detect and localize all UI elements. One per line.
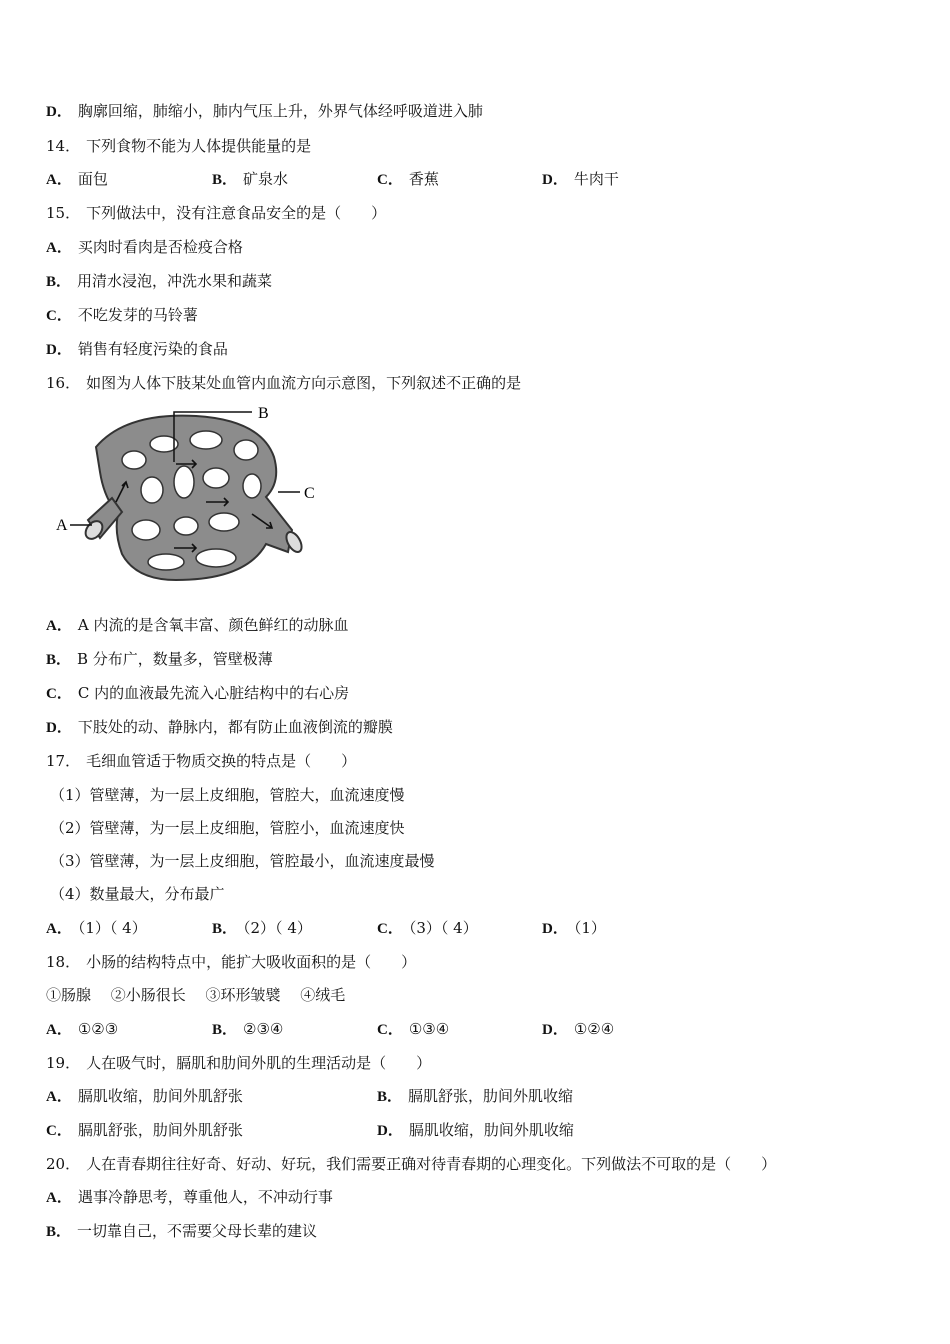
q18-option-b [212, 1019, 283, 1040]
question-stem: 下列食物不能为人体提供能量的是 [86, 137, 312, 155]
question-stem: 如图为人体下肢某处血管内血流方向示意图，下列叙述不正确的是 [86, 374, 522, 392]
option-letter: A． [46, 1190, 72, 1206]
option-text: 膈肌收缩，肋间外肌收缩 [408, 1121, 574, 1139]
tissue-space [203, 468, 229, 488]
option-text: 面包 [77, 170, 108, 188]
option-text: ①②④ [573, 1020, 615, 1038]
q14-option-c [377, 169, 439, 190]
option-letter: D． [377, 1123, 403, 1139]
tissue-space [122, 451, 146, 469]
tissue-space [190, 431, 222, 449]
option-letter: A． [46, 1089, 72, 1105]
figure-label-a: A [56, 517, 68, 534]
option-text: （1） [573, 919, 606, 937]
question-stem: 人在吸气时，膈肌和肋间外肌的生理活动是（ ） [86, 1054, 432, 1072]
q14-option-d [542, 169, 619, 190]
q20-option-b [46, 1221, 317, 1242]
option-text: 膈肌舒张，肋间外肌舒张 [77, 1121, 243, 1139]
option-letter: B． [46, 1224, 72, 1240]
question-stem: 小肠的结构特点中，能扩大吸收面积的是（ ） [86, 953, 417, 971]
capillary-network-figure [56, 402, 336, 592]
option-letter: D． [46, 720, 72, 736]
q16-option-c [46, 683, 349, 704]
option-text: 遇事冷静思考，尊重他人，不冲动行事 [77, 1188, 333, 1206]
option-letter: D． [542, 1022, 568, 1038]
option-text: 胸廓回缩，肺缩小，肺内气压上升，外界气体经呼吸道进入肺 [77, 102, 483, 120]
q18-option-c [377, 1019, 449, 1040]
q19-option-c [46, 1120, 243, 1141]
q17-option-a [46, 918, 147, 939]
option-letter: D． [542, 172, 568, 188]
tissue-space [132, 520, 160, 540]
tissue-space [141, 477, 163, 503]
figure-label-c: C [304, 485, 315, 502]
option-text: （1）（ 4） [77, 919, 147, 937]
q18-stem [46, 952, 416, 972]
q16-option-a [46, 615, 348, 636]
tissue-space [148, 554, 184, 570]
option-text: 香蕉 [408, 170, 439, 188]
q15-option-d [46, 339, 228, 360]
q17-statement: （1）管壁薄，为一层上皮细胞，管腔大，血流速度慢 [50, 786, 405, 804]
q16-option-b [46, 649, 273, 670]
option-letter: D． [46, 342, 72, 358]
q18-option-d [542, 1019, 614, 1040]
q15-stem [46, 203, 386, 223]
option-text: 销售有轻度污染的食品 [77, 340, 228, 358]
figure-label-b: B [258, 405, 269, 422]
option-text: 买肉时看肉是否检疫合格 [77, 238, 243, 256]
option-text: 用清水浸泡，冲洗水果和蔬菜 [77, 272, 273, 290]
option-text: C 内的血液最先流入心脏结构中的右心房 [77, 684, 350, 702]
option-text: A 内流的是含氧丰富、颜色鲜红的动脉血 [77, 616, 349, 634]
tissue-space [209, 513, 239, 531]
question-stem: 毛细血管适于物质交换的特点是（ ） [86, 752, 357, 770]
q18-items: ①肠腺 ②小肠很长 ③环形皱襞 ④绒毛 [46, 986, 346, 1004]
q17-stem [46, 751, 356, 771]
option-letter: B． [212, 1022, 238, 1038]
option-text: 牛肉干 [573, 170, 619, 188]
option-text: 膈肌舒张，肋间外肌收缩 [408, 1087, 574, 1105]
option-letter: C． [46, 686, 72, 702]
question-number: 15． [46, 204, 81, 222]
q19-stem [46, 1053, 431, 1073]
q15-option-b [46, 271, 272, 292]
option-letter: C． [377, 172, 403, 188]
tissue-space [234, 440, 258, 460]
question-number: 14． [46, 137, 81, 155]
q17-statement: （4）数量最大，分布最广 [50, 885, 225, 903]
q20-option-a [46, 1187, 333, 1208]
tissue-space [196, 549, 236, 567]
q18-option-a [46, 1019, 118, 1040]
tissue-space [174, 466, 194, 498]
option-text: 下肢处的动、静脉内，都有防止血液倒流的瓣膜 [77, 718, 393, 736]
option-letter: A． [46, 921, 72, 937]
q16-stem [46, 373, 521, 393]
option-letter: C． [46, 308, 72, 324]
option-letter: B． [212, 172, 238, 188]
option-letter: D． [542, 921, 568, 937]
option-text: ①②③ [77, 1020, 119, 1038]
q20-stem [46, 1154, 776, 1174]
question-stem: 下列做法中，没有注意食品安全的是（ ） [86, 204, 387, 222]
q17-statement: （2）管壁薄，为一层上皮细胞，管腔小，血流速度快 [50, 819, 405, 837]
option-letter: A． [46, 1022, 72, 1038]
question-number: 18． [46, 953, 81, 971]
option-text: 一切靠自己，不需要父母长辈的建议 [77, 1222, 318, 1240]
q19-option-a [46, 1086, 243, 1107]
q14-option-a [46, 169, 108, 190]
option-text: ①③④ [408, 1020, 450, 1038]
option-text: B 分布广，数量多，管壁极薄 [77, 650, 273, 668]
tissue-space [174, 517, 198, 535]
option-text: 矿泉水 [243, 170, 289, 188]
q17-statement: （3）管壁薄，为一层上皮细胞，管腔最小，血流速度最慢 [50, 852, 435, 870]
option-letter: A． [46, 618, 72, 634]
option-letter: A． [46, 172, 72, 188]
q14-option-b [212, 169, 288, 190]
q13-option-d [46, 101, 483, 122]
option-letter: B． [46, 274, 72, 290]
q15-option-c [46, 305, 198, 326]
q14-stem [46, 136, 311, 156]
q17-option-b [212, 918, 312, 939]
option-text: ②③④ [243, 1020, 284, 1038]
q17-option-d [542, 918, 606, 939]
option-letter: C． [377, 1022, 403, 1038]
option-letter: B． [46, 652, 72, 668]
q16-option-d [46, 717, 393, 738]
option-text: 膈肌收缩，肋间外肌舒张 [77, 1087, 243, 1105]
option-letter: A． [46, 240, 72, 256]
option-text: （3）（ 4） [408, 919, 478, 937]
question-stem: 人在青春期往往好奇、好动、好玩，我们需要正确对待青春期的心理变化。下列做法不可取的是（ ） [86, 1155, 777, 1173]
option-letter: B． [377, 1089, 403, 1105]
question-number: 20． [46, 1155, 81, 1173]
option-letter: B． [212, 921, 238, 937]
q19-option-d [377, 1120, 574, 1141]
q19-option-b [377, 1086, 573, 1107]
option-text: （2）（ 4） [243, 919, 312, 937]
option-letter: C． [46, 1123, 72, 1139]
question-number: 19． [46, 1054, 81, 1072]
option-letter: D． [46, 104, 72, 120]
question-number: 16． [46, 374, 81, 392]
option-letter: C． [377, 921, 403, 937]
q17-option-c [377, 918, 478, 939]
option-text: 不吃发芽的马铃薯 [77, 306, 198, 324]
question-number: 17． [46, 752, 81, 770]
tissue-space [243, 474, 261, 498]
q15-option-a [46, 237, 243, 258]
